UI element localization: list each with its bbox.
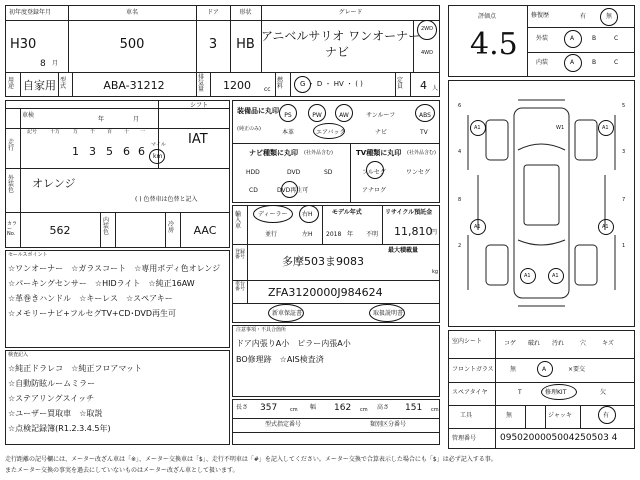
exterior-grade-a: A <box>570 35 575 42</box>
model-year-unknown: 不明 <box>366 231 379 238</box>
length-value: 357 <box>260 403 278 413</box>
drive-4wd: 4WD <box>421 50 433 56</box>
cc-unit: cc <box>264 86 271 93</box>
seat-tear: 破れ <box>528 340 541 347</box>
damage-label: A1 <box>602 125 609 131</box>
spare-missing: 欠 <box>600 389 607 396</box>
color-no-label: カラーNo. <box>7 221 18 237</box>
spare-kit: 修理KIT <box>545 389 567 396</box>
model-year-unit: 年 <box>347 231 354 238</box>
drive-2wd: 2WD <box>421 26 433 32</box>
grade-line2: ナビ <box>324 45 349 59</box>
width-unit: cm <box>360 407 368 413</box>
row-number: 8 <box>458 197 462 203</box>
interior-color-label: 内装色 <box>103 217 110 236</box>
model-year-value: 2018 <box>326 231 342 238</box>
car-outline <box>448 80 635 327</box>
damage-label: W1 <box>556 125 565 131</box>
max-load-label: 最大積載量 <box>388 247 419 254</box>
col-label-100k: 十万 <box>50 129 61 135</box>
length-label: 長さ <box>236 404 249 411</box>
max-load-kg: kg <box>432 269 439 275</box>
equip-leather: 本革 <box>282 129 295 136</box>
reg-year: H30 <box>10 37 37 52</box>
recycle-label: リサイクル預託金 <box>385 209 433 216</box>
use-label: 用途 <box>8 77 15 90</box>
equip-aw: AW <box>339 112 349 119</box>
inspection-entry-line: ☆純正ドラレコ ☆純正フロアマット <box>8 364 143 373</box>
interior-grade-a: A <box>570 59 575 66</box>
tv-title: TV種類に丸印 <box>356 149 402 157</box>
manual-circle <box>369 304 405 322</box>
repair-no: 無 <box>606 13 613 20</box>
pw-circle <box>308 104 326 122</box>
import-label: 輸入車 <box>235 211 242 230</box>
repair-no-circle <box>600 8 618 26</box>
tools-value: 無 <box>506 412 513 419</box>
import-dealer: ディーラー <box>258 211 288 218</box>
width-label: 幅 <box>310 404 317 411</box>
notes-line: ドア内張りA小 ピラー内張A小 <box>236 339 351 348</box>
dealer-circle <box>253 205 293 223</box>
month-unit: 月 <box>52 60 59 67</box>
glass-none: 無 <box>510 366 517 373</box>
capacity-label: 定員 <box>397 77 404 90</box>
mileage-digit: 3 <box>89 145 96 158</box>
model-value: ABA-31212 <box>103 79 165 92</box>
seat-scratch: キズ <box>602 340 614 347</box>
recycle-value: 11,810 <box>394 225 433 238</box>
row-number: 5 <box>622 103 626 109</box>
col-label-1k: 千 <box>90 129 96 135</box>
reg-month: 8 <box>40 59 46 69</box>
equip-pw: PW <box>312 112 322 119</box>
navi-dvd-play-circle <box>281 181 298 198</box>
use-value: 自家用 <box>23 79 56 92</box>
col-label-kigo: 記号 <box>27 129 38 135</box>
glass-replace: ×要交 <box>568 366 586 373</box>
score-label: 評価点 <box>478 13 497 20</box>
shift-label: シフト <box>190 102 209 109</box>
abs-circle <box>415 104 435 122</box>
aw-circle <box>335 104 353 122</box>
seat-label: 室内シート <box>452 338 483 345</box>
shaken-month-unit: 月 <box>133 116 140 123</box>
equip-airbag: エアバック <box>316 129 346 136</box>
seat-hole: 穴 <box>580 340 587 347</box>
navi-dvd-play: DVD再生可 <box>277 187 309 194</box>
sales-point-line: ☆パーキングセンサー ☆HIDライト ☆純正16AW <box>8 279 195 288</box>
reg-year-label: 初年度登録年月 <box>9 9 52 16</box>
grade-line1: アニベルサリオ ワンオーナー <box>261 29 421 43</box>
fuel-label: 燃料 <box>277 77 284 90</box>
car-name: 500 <box>119 37 145 52</box>
col-label-10: 十 <box>124 129 130 135</box>
plate-label: 登録番号 <box>235 249 246 260</box>
displacement-value: 1200 <box>223 79 251 92</box>
equip-navi: ナビ <box>375 129 388 136</box>
inspection-entry-line: ☆自動防眩ルームミラー <box>8 379 96 388</box>
navi-hdd: HDD <box>246 169 260 176</box>
sales-point-line: ☆メモリーナビ+フルセグTV+CD･DVD再生可 <box>8 309 177 318</box>
col-label-1: 一 <box>140 129 146 135</box>
sales-points-title: セールスポイント <box>8 252 48 258</box>
2wd-circle <box>417 20 437 40</box>
glass-a: A <box>542 366 547 373</box>
ps-circle <box>279 104 297 122</box>
km-label: km <box>153 153 163 160</box>
fullseg-circle <box>366 161 384 179</box>
notes-line: BO修理跡 ☆AIS検査済 <box>236 355 324 364</box>
airbag-circle <box>313 123 345 139</box>
length-unit: cm <box>290 407 298 413</box>
col-label-100: 百 <box>107 129 113 135</box>
inspection-entry-line: ☆ユーザー買取車 ☆取説 <box>8 409 103 418</box>
navi-title: ナビ種類に丸印 <box>249 149 298 157</box>
height-label: 高さ <box>377 404 390 411</box>
right-hand-circle <box>299 205 319 223</box>
jack-value: 有 <box>603 412 610 419</box>
shaken-year-unit: 年 <box>98 116 105 123</box>
shift-value: IAT <box>188 132 208 147</box>
model-year-label: モデル年式 <box>332 209 362 216</box>
glass-label: フロントガラス <box>452 366 494 373</box>
damage-label: A1 <box>602 224 609 230</box>
tools-label: 工具 <box>460 412 473 419</box>
jack-circle <box>598 406 616 424</box>
interior-a-circle <box>564 54 582 72</box>
fuel-g-circle <box>294 76 311 93</box>
row-number: 1 <box>622 243 626 249</box>
tv-sub: (社外品含む) <box>407 150 436 156</box>
navi-sd: SD <box>324 169 333 176</box>
import-parallel: 並行 <box>265 231 278 238</box>
damage-label: A1 <box>474 125 481 131</box>
damage-label: A1 <box>524 273 531 279</box>
equip-sunroof: サンルーフ <box>366 112 396 119</box>
warranty-circle <box>268 304 304 322</box>
door-label: ドア <box>207 9 219 16</box>
exterior-a-circle <box>564 30 582 48</box>
model-label: 型式 <box>60 77 67 90</box>
chassis-label: 車台番号 <box>235 281 246 292</box>
mgmt-label: 管理番号 <box>452 435 477 442</box>
ac-value: AAC <box>193 224 217 237</box>
km-circle <box>149 149 165 164</box>
exterior-grade-c: C <box>614 35 619 42</box>
body-shape: HB <box>236 37 255 52</box>
chassis-value: ZFA3120000J984624 <box>268 286 383 299</box>
exterior-grade-b: B <box>592 35 597 42</box>
width-value: 162 <box>334 403 352 413</box>
mileage-label: 走行 <box>8 139 15 152</box>
exterior-color-label: 外装色 <box>8 175 15 194</box>
displacement-label: 排気量 <box>198 74 205 93</box>
fuel-value: G ・ D ・ HV ・ ( ) <box>300 80 363 88</box>
import-right-hand: 右H <box>302 211 313 218</box>
mileage-digit: 6 <box>123 145 130 158</box>
import-left-hand: 左H <box>302 231 313 238</box>
equipment-subtitle: (純正のみ) <box>237 126 261 132</box>
damage-label: A1 <box>552 273 559 279</box>
seat-stain: 汚れ <box>552 340 565 347</box>
equip-tv: TV <box>420 129 428 136</box>
row-number: 7 <box>622 197 626 203</box>
tv-oneseg: ワンセグ <box>406 169 431 176</box>
equipment-title: 装備品に丸印 <box>237 107 279 115</box>
shaken-label: 車検 <box>22 112 35 119</box>
seat-burn: コゲ <box>504 340 517 347</box>
row-number: 6 <box>458 103 462 109</box>
spare-t: T <box>518 389 522 396</box>
color-note: ( ) 色替車は色替と記入 <box>135 196 198 203</box>
mileage-digit: 5 <box>106 145 113 158</box>
score-value: 4.5 <box>470 27 518 62</box>
row-number: 4 <box>458 149 462 155</box>
navi-dvd: DVD <box>287 169 301 176</box>
sales-point-line: ☆ワンオーナー ☆ガラスコート ☆専用ボディ色オレンジ <box>8 264 221 273</box>
row-number: 3 <box>622 149 626 155</box>
notes-title: 注意事項・不具合箇所 <box>236 327 287 333</box>
repair-label: 修復歴 <box>531 12 550 19</box>
type-number-label: 型式指定番号 <box>265 421 302 428</box>
navi-cd: CD <box>249 187 258 194</box>
glass-a-circle <box>537 361 553 377</box>
warranty-label: 新車保証書 <box>272 310 303 317</box>
capacity-value: 4 <box>420 79 427 92</box>
inspection-entry-line: ☆点検記録簿(R1.2.3.4.5年) <box>8 424 111 433</box>
grade-label: グレード <box>338 9 363 16</box>
capacity-unit: 人 <box>432 85 439 92</box>
ac-label: 冷房 <box>168 221 175 234</box>
col-label-10k: 万 <box>73 129 79 135</box>
damage-label: A1 <box>474 224 481 230</box>
exterior-color-value: オレンジ <box>32 177 76 190</box>
inspection-entry-title: 検査記入 <box>8 352 29 358</box>
spare-label: スペアタイヤ <box>452 389 488 396</box>
height-value: 151 <box>405 403 423 413</box>
door-count: 3 <box>208 37 218 52</box>
recycle-yen: 円 <box>431 229 438 236</box>
footer-note: またメーター交換の事実を過去にしていないものはメーター改ざん車として扱います。 <box>5 467 239 474</box>
jack-label: ジャッキ <box>548 412 572 419</box>
exterior-label: 外装 <box>536 35 549 42</box>
navi-sub: (社外品含む) <box>304 150 333 156</box>
shape-label: 形状 <box>239 9 252 16</box>
inspection-entry-line: ☆ステアリングスイッチ <box>8 394 95 403</box>
repair-yes: 有 <box>580 13 587 20</box>
tv-fullseg: フルセグ <box>362 169 386 176</box>
mgmt-value: 0950200005004250503 4 <box>500 433 618 443</box>
tv-analog: アナログ <box>362 187 387 194</box>
footer-note: 走行距離の記号欄には、メーター改ざん車は「※」、メーター交換車は「$」、走行不明車は「#」を記入してください。メーター交換で合算表示した場合にも「$」は必ず記入する事。 <box>5 456 497 463</box>
class-number-label: 類別区分番号 <box>370 421 407 428</box>
interior-grade-b: B <box>592 59 597 66</box>
car-name-label: 車名 <box>125 9 138 16</box>
height-unit: cm <box>431 407 439 413</box>
equip-ps: PS <box>284 112 292 119</box>
spare-kit-circle <box>541 384 577 400</box>
interior-grade-c: C <box>614 59 619 66</box>
interior-label: 内装 <box>536 59 549 66</box>
row-number: 2 <box>458 243 462 249</box>
manual-label: 取扱説明書 <box>373 310 404 317</box>
sales-point-line: ☆革巻きハンドル ☆キーレス ☆スペアキー <box>8 294 173 303</box>
mile-label: マイル <box>151 142 166 148</box>
plate-value: 多摩503ま9083 <box>282 255 364 268</box>
color-no-value: 562 <box>49 224 71 237</box>
mileage-digit: 1 <box>72 145 79 158</box>
equip-abs: ABS <box>419 112 431 119</box>
mileage-digit: 6 <box>138 145 145 158</box>
